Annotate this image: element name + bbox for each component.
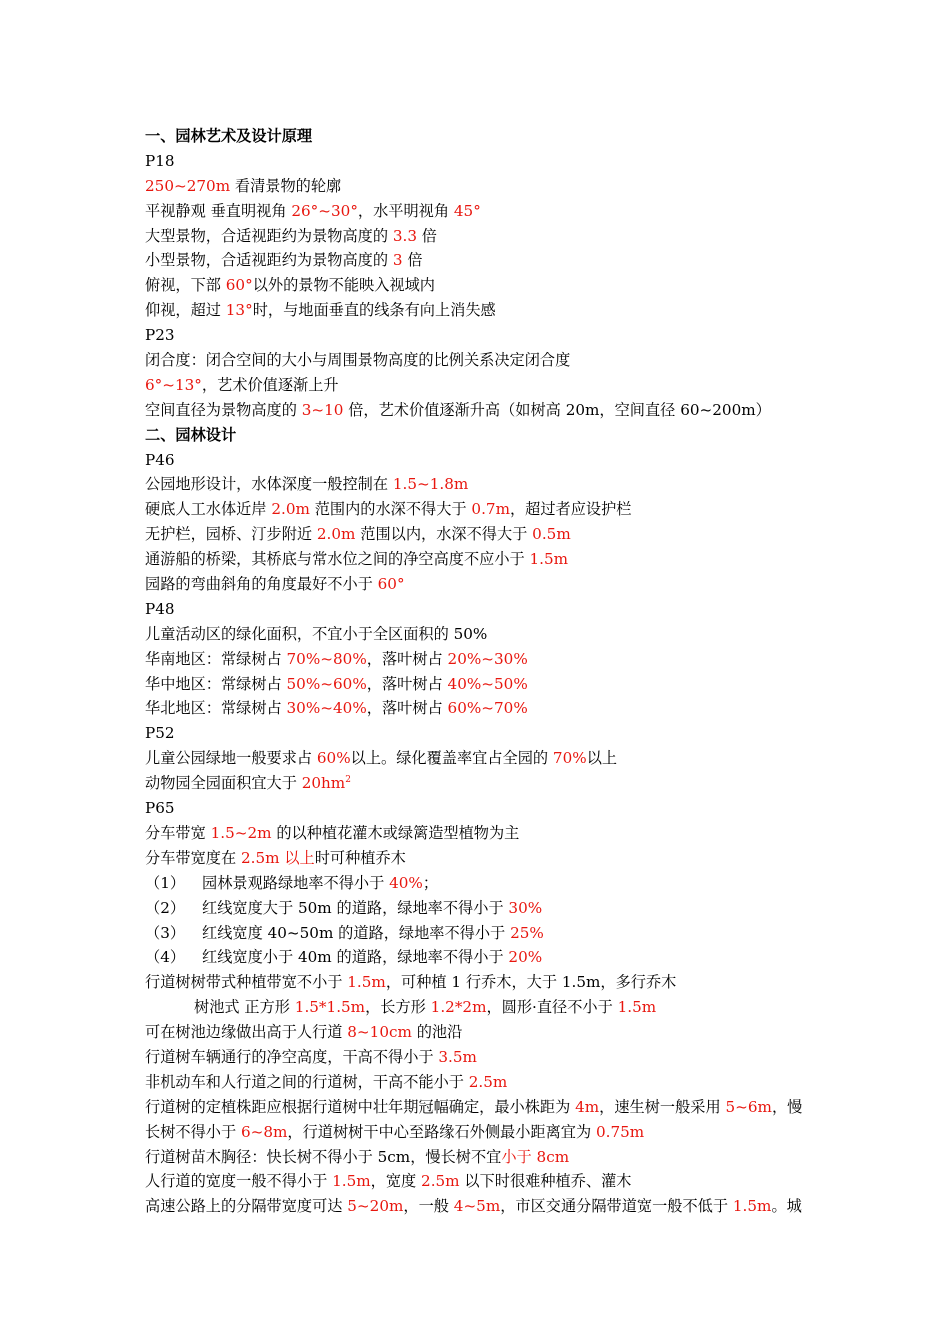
text-segment: 范围内的水深不得大于 [309, 500, 472, 519]
text-segment: 倍，艺术价值逐渐升高（如树高 20m，空间直径 60~200m） [343, 400, 771, 419]
text-line [145, 672, 810, 697]
text-line [145, 597, 810, 622]
highlight-value: 60%~70% [447, 699, 528, 718]
highlight-value: 20hm [301, 774, 346, 793]
text-segment: 华中地区：常绿树占 [145, 674, 287, 693]
text-segment: ，市区交通分隔带道宽一般不低于 [500, 1197, 733, 1216]
text-line [145, 1045, 810, 1070]
highlight-value: 1.2*2m [430, 998, 487, 1017]
text-line [145, 871, 810, 896]
highlight-value: 60% [316, 749, 351, 768]
text-line [145, 497, 810, 522]
highlight-value: 1.5~2m [210, 823, 272, 842]
highlight-value: 4m [575, 1097, 600, 1116]
text-line [145, 995, 810, 1020]
text-segment: 园路的弯曲斜角的角度最好不小于 [145, 575, 378, 594]
highlight-value: 1.5m [347, 973, 386, 992]
highlight-value: 40% [389, 873, 423, 892]
highlight-value: 0.75m [595, 1122, 645, 1141]
text-segment: ，慢长树不得小于 [145, 1097, 803, 1141]
text-segment: ，落叶树占 [366, 699, 448, 718]
text-segment: 儿童活动区的绿化面积，不宜小于全区面积的 50% [145, 624, 488, 643]
text-segment: 小型景物，合适视距约为景物高度的 [145, 251, 393, 270]
highlight-value: 0.7m [471, 500, 510, 519]
highlight-value: 3~10 [301, 400, 344, 419]
text-line [145, 945, 810, 970]
highlight-value: 1.5m [617, 998, 657, 1017]
text-segment: 高速公路上的分隔带宽度可达 [145, 1197, 348, 1216]
text-segment: ，水平明视角 [357, 201, 454, 220]
text-segment: 时可种植乔木 [314, 848, 406, 867]
highlight-value: 1.5m [529, 550, 569, 569]
text-segment: 看清景物的轮廓 [230, 176, 342, 195]
list-number: （3） [145, 923, 186, 942]
text-segment: 非机动车和人行道之间的行道树，干高不能小于 [145, 1072, 469, 1091]
text-line [145, 721, 810, 746]
text-segment: 空间直径为景物高度的 [145, 400, 302, 419]
highlight-value: 26°~30° [291, 201, 358, 220]
text-segment: 华南地区：常绿树占 [145, 649, 287, 668]
text-line [145, 746, 810, 771]
text-line [145, 149, 810, 174]
highlight-value: 5~20m [347, 1197, 404, 1216]
text-segment: 的以种植花灌木或绿篱造型植物为主 [271, 823, 520, 842]
text-segment: 公园地形设计，水体深度一般控制在 [145, 475, 393, 494]
highlight-value: 5~6m [725, 1097, 772, 1116]
highlight-value: 2.5m [421, 1172, 460, 1191]
text-segment: ，速生树一般采用 [599, 1097, 726, 1116]
text-line [145, 522, 810, 547]
text-segment: 红线宽度 40~50m 的道路，绿地率不得小于 [202, 923, 511, 942]
text-segment: ，艺术价值逐渐上升 [201, 375, 339, 394]
text-segment: 分车带宽度在 [145, 848, 241, 867]
highlight-value: 3.3 [392, 226, 417, 245]
text-segment: 一、园林艺术及设计原理 [145, 127, 313, 145]
text-segment: ； [422, 873, 439, 892]
text-segment: ，宽度 [370, 1172, 422, 1191]
text-segment: ，落叶树占 [366, 649, 448, 668]
list-number: （4） [145, 948, 186, 967]
text-segment: ，长方形 [365, 998, 431, 1017]
text-segment: 红线宽度小于 40m 的道路，绿地率不得小于 [202, 948, 509, 967]
section-heading [145, 423, 810, 448]
highlight-value: 250~270m [145, 176, 231, 195]
text-segment: 以上 [586, 749, 618, 768]
highlight-value: 4~5m [453, 1197, 501, 1216]
text-line [145, 398, 810, 423]
text-segment: 范围以内，水深不得大于 [355, 525, 533, 544]
text-segment: 以上。绿化覆盖率宜占全园的 [350, 749, 553, 768]
highlight-value: 50%~60% [286, 674, 367, 693]
text-segment: ，落叶树占 [366, 674, 448, 693]
text-line [145, 224, 810, 249]
text-segment: ，超过者应设护栏 [509, 500, 632, 519]
text-segment: ，行道树树干中心至路缘石外侧最小距离宜为 [287, 1122, 596, 1141]
highlight-value: 1.5~1.8m [392, 475, 469, 494]
highlight-value: 3 [392, 251, 403, 270]
text-segment: ，可种植 1 行乔木，大于 1.5m，多行乔木 [385, 973, 677, 992]
text-line [145, 273, 810, 298]
highlight-value: 25% [510, 923, 544, 942]
text-segment: 闭合度：闭合空间的大小与周围景物高度的比例关系决定闭合度 [145, 351, 571, 370]
text-segment: 仰视，超过 [145, 301, 226, 320]
highlight-value: 2.0m [271, 500, 310, 519]
highlight-value: 2.5m 以上 [240, 848, 315, 867]
text-segment: 。城 [771, 1197, 802, 1216]
text-segment: ，圆形·直径不小于 [486, 998, 618, 1017]
text-segment: 倍 [402, 251, 423, 270]
text-segment: 大型景物，合适视距约为景物高度的 [145, 226, 393, 245]
text-segment: 以外的景物不能映入视域内 [252, 276, 435, 295]
text-line [145, 1169, 810, 1194]
text-segment: 分车带宽 [145, 823, 211, 842]
text-segment: P52 [145, 724, 175, 743]
text-line [145, 348, 810, 373]
text-line [145, 896, 810, 921]
text-line [145, 622, 810, 647]
text-line [145, 1020, 810, 1045]
text-segment: P23 [145, 326, 175, 345]
highlight-value: 60° [225, 276, 253, 295]
text-line [145, 572, 810, 597]
text-segment: 以下时很难种植乔、灌木 [459, 1172, 632, 1191]
text-segment: 行道树车辆通行的净空高度，干高不得小于 [145, 1047, 439, 1066]
text-line [145, 1095, 810, 1145]
text-segment: 行道树苗木胸径：快长树不得小于 5cm，慢长树不宜 [145, 1147, 502, 1166]
text-segment: 行道树的定植株距应根据行道树中壮年期冠幅确定，最小株距为 [145, 1097, 576, 1116]
text-segment: 可在树池边缘做出高于人行道 [145, 1023, 348, 1042]
text-segment: 俯视，下部 [145, 276, 226, 295]
highlight-value: 1.5m [732, 1197, 772, 1216]
highlight-value: 45° [453, 201, 481, 220]
highlight-value: 1.5*1.5m [294, 998, 366, 1017]
highlight-value: 6°~13° [145, 375, 202, 394]
highlight-value: 2.5m [468, 1072, 508, 1091]
text-line [145, 1070, 810, 1095]
highlight-value: 20% [508, 948, 543, 967]
text-line [145, 174, 810, 199]
text-line [145, 821, 810, 846]
text-line [145, 921, 810, 946]
highlight-value: 8~10cm [347, 1023, 412, 1042]
text-segment: 儿童公园绿地一般要求占 [145, 749, 317, 768]
section-heading [145, 124, 810, 149]
text-line [145, 1145, 810, 1170]
highlight-value: 小于 8cm [501, 1147, 570, 1166]
highlight-value: 30% [508, 898, 543, 917]
text-segment: 时，与地面垂直的线条有向上消失感 [252, 301, 496, 320]
text-segment: 树池式 正方形 [194, 998, 295, 1017]
text-line [145, 298, 810, 323]
highlight-value: 60° [377, 575, 405, 594]
highlight-value: 70%~80% [286, 649, 367, 668]
text-segment: 华北地区：常绿树占 [145, 699, 287, 718]
text-segment: P46 [145, 450, 175, 469]
highlight-value: 70% [552, 749, 587, 768]
text-line [145, 547, 810, 572]
highlight-value: 2.0m [316, 525, 356, 544]
text-line [145, 472, 810, 497]
text-segment: 倍 [416, 226, 437, 245]
highlight-value: 3.5m [438, 1047, 477, 1066]
highlight-value: 0.5m [532, 525, 571, 544]
highlight-value: 2 [345, 775, 351, 786]
text-line [145, 248, 810, 273]
highlight-value: 30%~40% [286, 699, 367, 718]
text-segment: 的池沿 [411, 1023, 463, 1042]
highlight-value: 1.5m [332, 1172, 371, 1191]
text-segment: 硬底人工水体近岸 [145, 500, 272, 519]
text-line [145, 796, 810, 821]
text-line [145, 199, 810, 224]
text-segment: 通游船的桥梁，其桥底与常水位之间的净空高度不应小于 [145, 550, 530, 569]
text-line [145, 970, 810, 995]
text-line [145, 448, 810, 473]
highlight-value: 40%~50% [447, 674, 528, 693]
highlight-value: 6~8m [240, 1122, 288, 1141]
text-segment: 红线宽度大于 50m 的道路，绿地率不得小于 [202, 898, 509, 917]
text-line [145, 1194, 810, 1219]
list-number: （2） [145, 898, 186, 917]
text-segment: 人行道的宽度一般不得小于 [145, 1172, 333, 1191]
text-segment: 行道树树带式种植带宽不小于 [145, 973, 348, 992]
text-segment: P18 [145, 151, 175, 170]
text-segment: 二、园林设计 [145, 425, 237, 444]
text-line [145, 373, 810, 398]
text-line [145, 696, 810, 721]
list-number: （1） [145, 873, 186, 892]
text-line [145, 771, 810, 796]
text-segment: 无护栏，园桥、汀步附近 [145, 525, 317, 544]
text-line [145, 647, 810, 672]
text-segment: ，一般 [403, 1197, 454, 1216]
highlight-value: 20%~30% [447, 649, 528, 668]
text-segment: 动物园全园面积宜大于 [145, 774, 302, 793]
text-line [145, 323, 810, 348]
text-segment: 平视静观 垂直明视角 [145, 201, 292, 220]
text-line [145, 846, 810, 871]
text-segment: P48 [145, 599, 175, 618]
text-segment: 园林景观路绿地率不得小于 [202, 873, 390, 892]
document-page [145, 124, 810, 1219]
highlight-value: 13° [225, 301, 253, 320]
text-segment: P65 [145, 799, 175, 818]
